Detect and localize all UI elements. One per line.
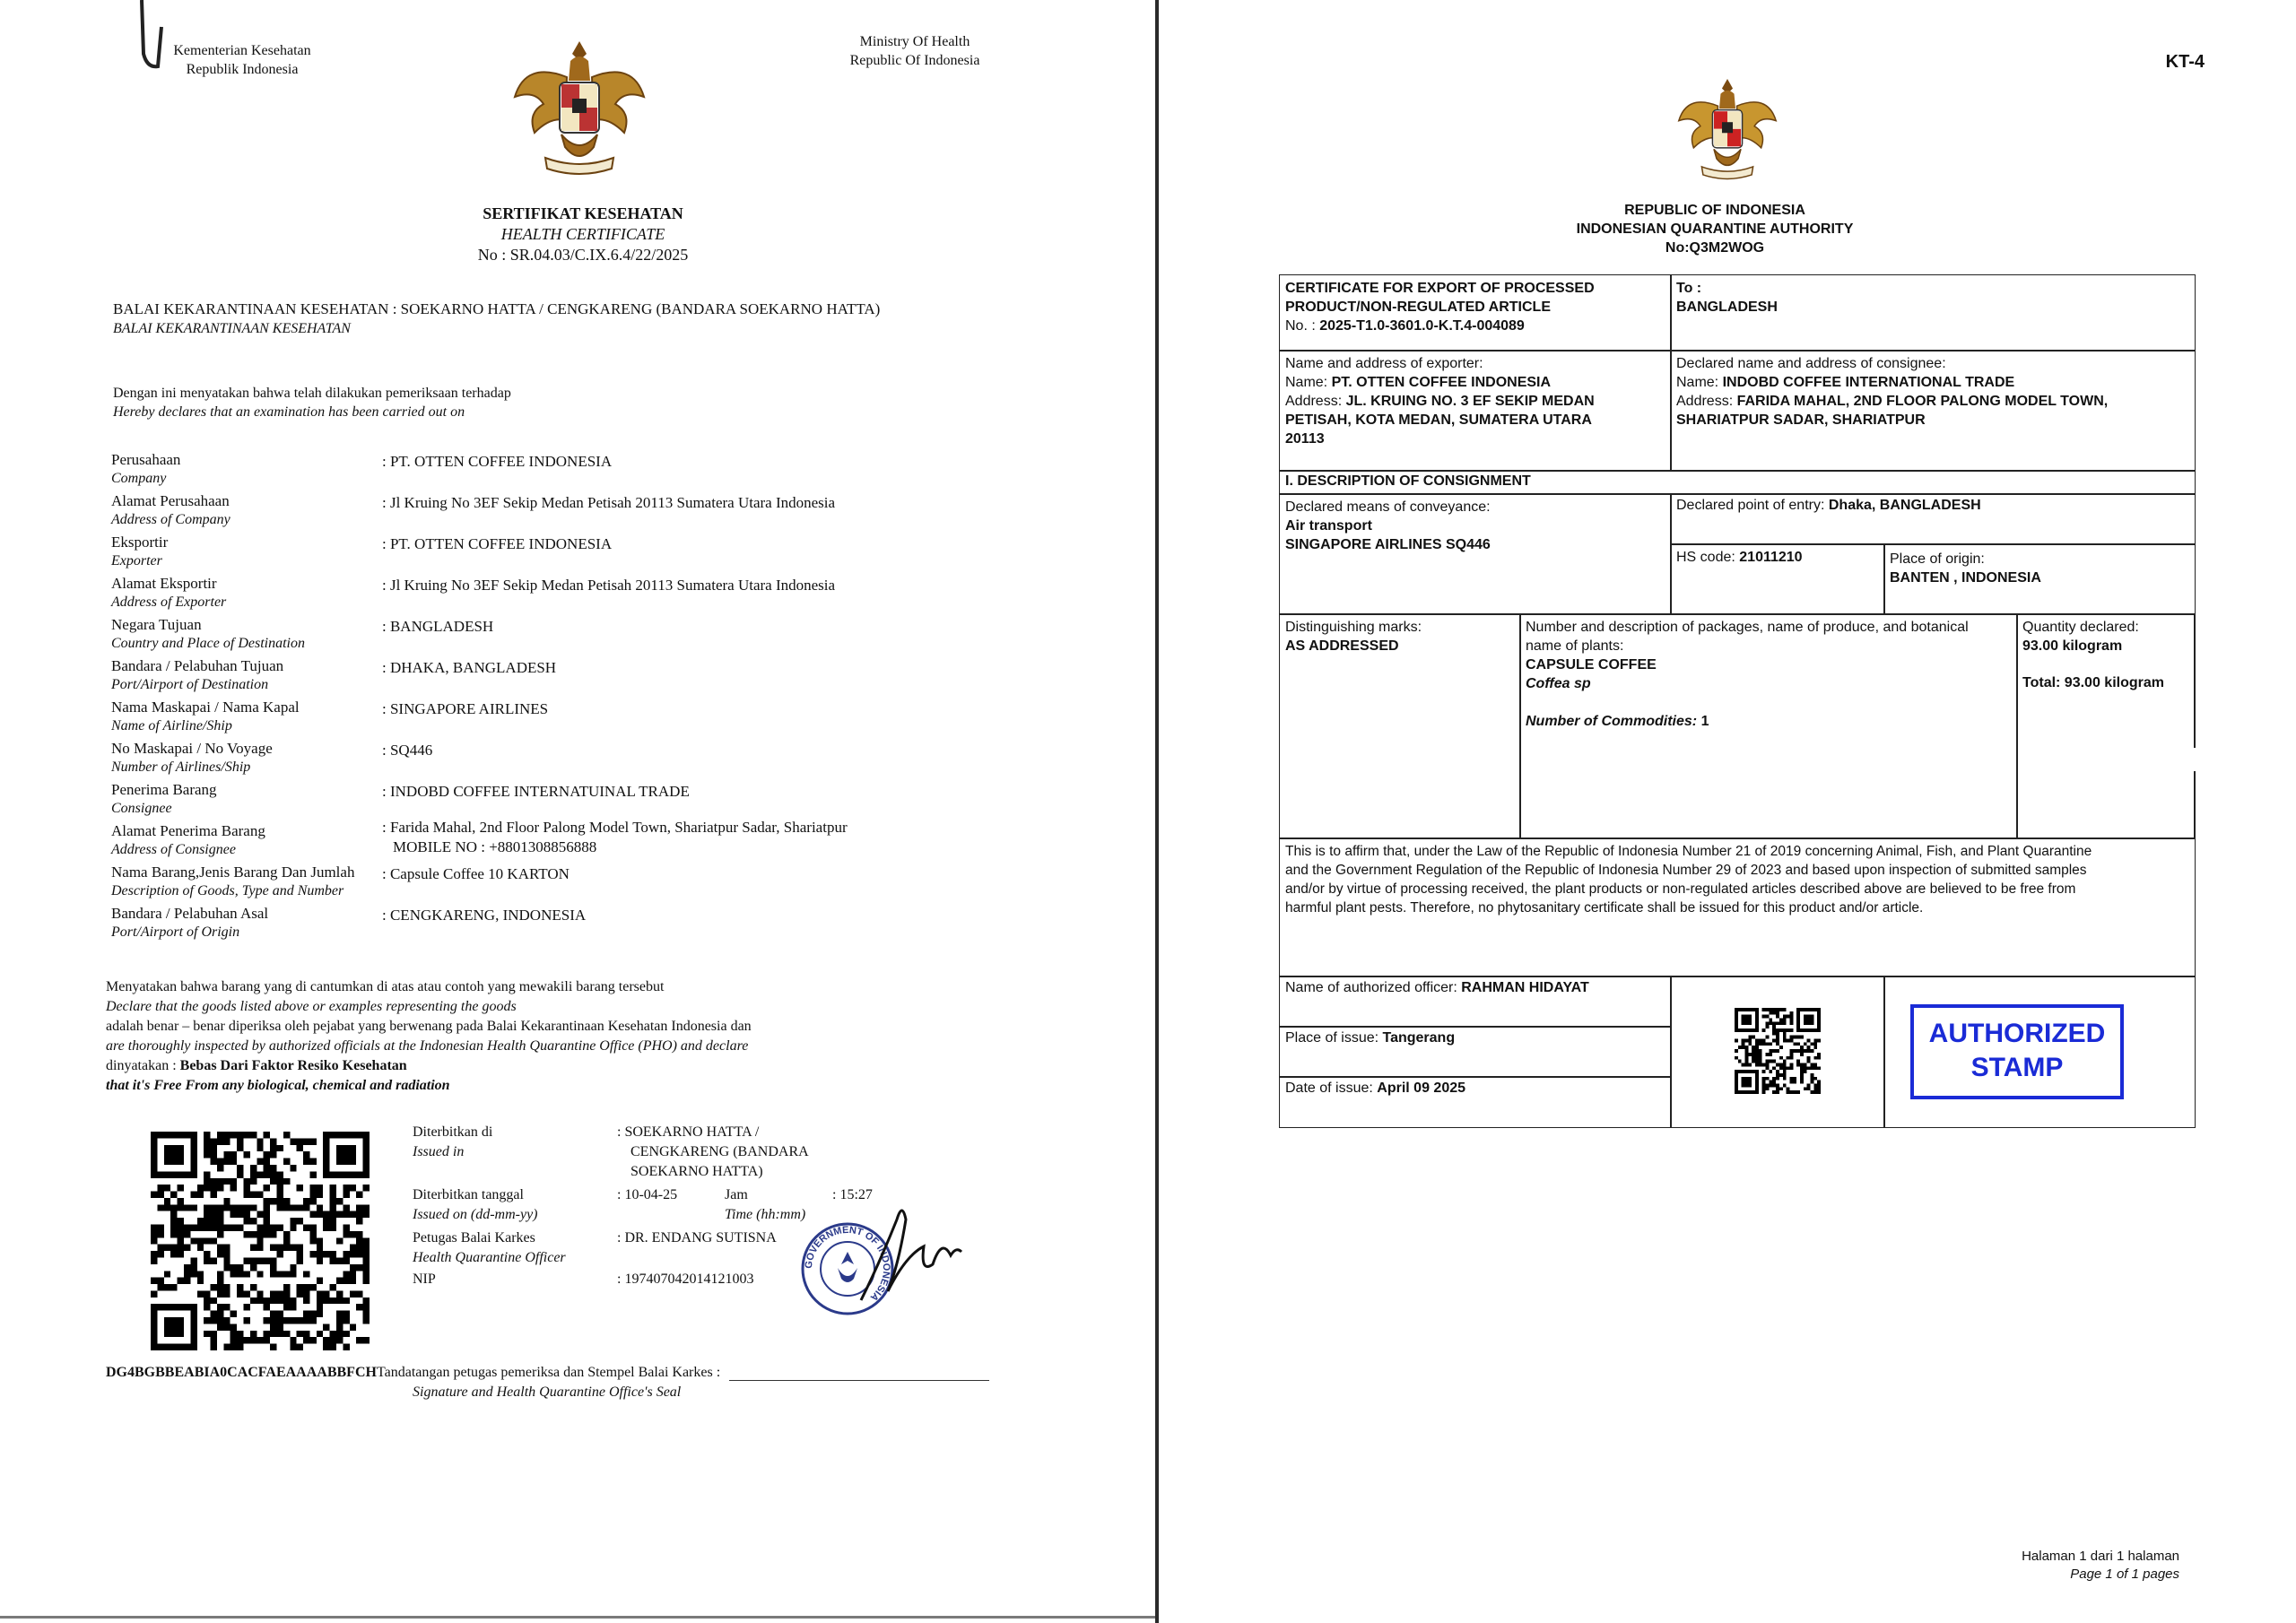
ministry-en: Ministry Of Health Republic Of Indonesia <box>849 34 980 68</box>
field-label-en: Description of Goods, Type and Number <box>111 883 344 898</box>
entry-cell: Declared point of entry: Dhaka, BANGLADESH <box>1670 493 2196 545</box>
field-label: Nama Barang,Jenis Barang Dan Jumlah <box>111 864 355 881</box>
field-value: : SINGAPORE AIRLINES <box>382 700 549 717</box>
field-label-en: Exporter <box>111 553 162 568</box>
field-row <box>111 451 1098 492</box>
field-row <box>111 575 1098 616</box>
statement-block: Menyatakan bahwa barang yang di cantumkan di atas atau contoh yang mewakili barang tersebut Declare that the goods listed above or examples representing the goods adalah benar – benar diperiksa oleh pejabat yang berwenang pada Balai Kekarantinaan Kesehatan Indonesia dan are thoroughly inspected by authorized officials at the Indonesian Health Quarantine Office (PHO) and declare dinyatakan : Bebas Dari Faktor Resiko Kesehatan that it's Free From any biological, chemical and radiation <box>106 979 752 1093</box>
to-cell: To : BANGLADESH <box>1670 274 2196 352</box>
field-row <box>111 905 1098 946</box>
field-label-en: Consignee <box>111 801 172 816</box>
field-label: Alamat Perusahaan <box>111 492 230 509</box>
quantity-cell-border-lower <box>2194 771 2196 839</box>
field-value: : Jl Kruing No 3EF Sekip Medan Petisah 20113 Sumatera Utara Indonesia <box>382 577 836 594</box>
exporter-cell: Name and address of exporter: Name: PT. OTTEN COFFEE INDONESIA Address: JL. KRUING NO. 3 EF SEKIP MEDAN PETISAH, KOTA MEDAN, SUMATERA UTARA 20113 <box>1279 350 1672 472</box>
field-row <box>111 657 1098 699</box>
qr-code-icon <box>151 1132 370 1350</box>
field-row <box>111 699 1098 740</box>
field-row <box>111 864 1098 905</box>
authority-header: REPUBLIC OF INDONESIA INDONESIAN QUARANTINE AUTHORITY No:Q3M2WOG <box>1576 203 1854 256</box>
field-row <box>111 819 1098 864</box>
signature-line-en: Signature and Health Quarantine Office's Seal <box>413 1384 682 1400</box>
document-code: DG4BGBBEABIA0CACFAEAAAABBFCHTandatangan petugas pemeriksa dan Stempel Balai Karkes : <box>106 1365 989 1381</box>
field-value: : Jl Kruing No 3EF Sekip Medan Petisah 20113 Sumatera Utara Indonesia <box>382 494 836 511</box>
field-label: Perusahaan <box>111 451 181 468</box>
place-cell: Place of issue: Tangerang <box>1279 1026 1672 1078</box>
authorized-stamp: AUTHORIZED STAMP <box>1910 1004 2124 1099</box>
field-row <box>111 740 1098 781</box>
field-label-en: Address of Exporter <box>111 595 227 610</box>
field-value: : INDOBD COFFEE INTERNATUINAL TRADE <box>382 783 690 800</box>
left-bottom-border <box>0 1616 1155 1619</box>
field-value-extra: MOBILE NO : +8801308856888 <box>393 838 597 855</box>
field-label: Bandara / Pelabuhan Tujuan <box>111 657 284 674</box>
officer-cell: Name of authorized officer: RAHMAN HIDAYAT <box>1279 976 1672 1028</box>
form-code: KT-4 <box>2165 52 2205 72</box>
field-value: : Farida Mahal, 2nd Floor Palong Model Town, Shariatpur Sadar, Shariatpur <box>382 819 848 836</box>
field-row <box>111 534 1098 575</box>
field-label: Eksportir <box>111 534 169 551</box>
marks-cell: Distinguishing marks: AS ADDRESSED <box>1279 613 1521 839</box>
office-line: BALAI KEKARANTINAAN KESEHATAN : SOEKARNO HATTA / CENGKARENG (BANDARA SOEKARNO HATTA) <box>113 300 881 317</box>
field-row <box>111 616 1098 657</box>
field-label-en: Port/Airport of Destination <box>111 677 269 692</box>
field-label: Alamat Penerima Barang <box>111 822 265 839</box>
quantity-cell-border <box>2194 613 2196 748</box>
field-label: Alamat Eksportir <box>111 575 217 592</box>
staple-mark <box>135 0 170 72</box>
declaration-en: Hereby declares that an examination has been carried out on <box>113 404 465 420</box>
field-label-en: Number of Airlines/Ship <box>111 759 251 775</box>
office-line-en: BALAI KEKARANTINAAN KESEHATAN <box>113 321 351 336</box>
field-label: Nama Maskapai / Nama Kapal <box>111 699 300 716</box>
field-label-en: Address of Consignee <box>111 842 236 857</box>
certificate-title-block <box>395 204 771 265</box>
page-indicator: Halaman 1 dari 1 halaman Page 1 of 1 pages <box>2022 1549 2179 1582</box>
packages-cell: Number and description of packages, name of produce, and botanical name of plants: CAPSULE COFFEE Coffea sp Number of Commodities: 1 <box>1519 613 2018 839</box>
date-cell: Date of issue: April 09 2025 <box>1279 1076 1672 1128</box>
field-label: Negara Tujuan <box>111 616 202 633</box>
consignee-cell: Declared name and address of consignee: Name: INDOBD COFFEE INTERNATIONAL TRADE Address: FARIDA MAHAL, 2ND FLOOR PALONG MODEL TOWN, SHARIATPUR SADAR, SHARIATPUR <box>1670 350 2196 472</box>
declaration: Dengan ini menyatakan bahwa telah dilakukan pemeriksaan terhadap <box>113 386 511 401</box>
field-label-en: Company <box>111 471 167 486</box>
field-label-en: Country and Place of Destination <box>111 636 305 651</box>
field-value: : DHAKA, BANGLADESH <box>382 659 557 676</box>
field-value: : CENGKARENG, INDONESIA <box>382 907 587 924</box>
field-value: : PT. OTTEN COFFEE INDONESIA <box>382 535 613 552</box>
hs-code-cell: HS code: 21011210 <box>1670 543 1885 615</box>
field-value: : SQ446 <box>382 742 433 759</box>
health-certificate-page: Kementerian Kesehatan Republik Indonesia Ministry Of Health Republic Of Indonesia SERTIFIKAT KESEHATAN HEALTH CERTIFICATE No : SR.04.03/C.IX.6.4/22/2025 BALAI KEKARANTINAAN KESEHATAN : SOEKARNO HATTA / CENGKARENG (BANDARA SOEKARNO HATTA) BALAI KEKARANTINAAN KESEHATAN Dengan ini menyatakan bahwa telah dilakukan pemeriksaan terhadap Hereby declares that an examination has been carried out on Perusahaan Company : PT. OTTEN COFFEE INDONESIA Alamat Perusahaan Address of Company : Jl Kruing No 3EF Sekip Medan Petisah 20113 Sumatera Utara Indonesia Eksportir Exporter : PT. OTTEN COFFEE INDONESIA Alamat Eksportir Address of Exporter : Jl Kruing No 3EF Sekip Medan Petisah 20113 Sumatera Utara Indonesia Negara Tujuan Country and Place of Destination : BANGLADESH Bandara / Pelabuhan Tujuan Port/Airport of Destination : DHAKA, BANGLADESH Nama Maskapai / Nama Kapal Name of Airline/Ship : SINGAPORE AIRLINES No Maskapai / No Voyage Number of Airlines/Ship : SQ446 Penerima Barang Consignee : INDOBD COFFEE INTERNATUINAL TRADE Alamat Penerima Barang Address of Consignee : Farida Mahal, 2nd Floor Palong Model Town, Shariatpur Sadar, Shariatpur MOBILE NO : +8801308856888 Nama Barang,Jenis Barang Dan Jumlah Description of Goods, Type and Number : Capsule Coffee 10 KARTON Bandara / Pelabuhan Asal Port/Airport of Origin : CENGKARENG, INDONESIA Menyatakan bahwa barang yang di cantumkan di atas atau contoh yang mewakili barang tersebut Declare that the goods listed above or examples representing the goods adalah benar – benar diperiksa oleh pejabat yang berwenang pada Balai Kekarantinaan Kesehatan Indonesia dan are thoroughly inspected by authorized officials at the Indonesian Health Quarantine Office (PHO) and declare dinyatakan : Bebas Dari Faktor Resiko Kesehatan that it's Free From any biological, chemical and radiation Diterbitkan di Issued in : SOEKARNO HATTA / CENGKARENG (BANDARA SOEKARNO HATTA) Diterbitkan tanggal Issued on (dd-mm-yy) : 10-04-25 Jam Time (hh:mm) : 15:27 Petugas Balai Karkes Health Quarantine Officer : DR. ENDANG SUTISNA NIP : 197407042014121003 GOVERNMENT OF INDONESIA DG4BGBBEABIA0CACFAEAAAABBFCHTandatangan petugas pemeriksa dan Stempel Balai Karkes : Signature and Health Quarantine Office's Seal <box>0 0 1155 1623</box>
field-label-en: Address of Company <box>111 512 230 527</box>
section-header: I. DESCRIPTION OF CONSIGNMENT <box>1279 470 2196 495</box>
field-label-en: Port/Airport of Origin <box>111 924 240 940</box>
cert-title-cell: CERTIFICATE FOR EXPORT OF PROCESSED PRODUCT/NON-REGULATED ARTICLE No. : 2025-T1.0-3601.0-K.T.4-004089 <box>1279 274 1672 352</box>
certificate-number: No : SR.04.03/C.IX.6.4/22/2025 <box>477 246 689 264</box>
origin-cell: Place of origin: BANTEN , INDONESIA <box>1883 543 2196 615</box>
ministry-id: Kementerian Kesehatan Republik Indonesia <box>173 43 311 77</box>
qr-code-icon <box>1735 1008 1821 1094</box>
field-label: No Maskapai / No Voyage <box>111 740 273 757</box>
field-value: : PT. OTTEN COFFEE INDONESIA <box>382 453 613 470</box>
garuda-emblem-icon <box>1670 74 1785 188</box>
export-certificate-page <box>1159 0 2296 1623</box>
field-row <box>111 492 1098 534</box>
conveyance-cell: Declared means of conveyance: Air transport SINGAPORE AIRLINES SQ446 <box>1279 493 1672 615</box>
affirmation-cell: This is to affirm that, under the Law of the Republic of Indonesia Number 21 of 2019 concerning Animal, Fish, and Plant Quarantine and the Government Regulation of the Republic of Indonesia Number 29 of 2023 and based upon inspection of submitted samples and/or by virtue of processing received, the plant products or non-regulated articles described above are believed to be free from harmful plant pests. Therefore, no phytosanitary certificate shall be issued for this product and/or article. <box>1279 838 2196 977</box>
quantity-cell: Quantity declared: 93.00 kilogram Total: 93.00 kilogram <box>2016 613 2196 839</box>
field-label-en: Name of Airline/Ship <box>111 718 232 733</box>
field-label: Bandara / Pelabuhan Asal <box>111 905 269 922</box>
field-value: : Capsule Coffee 10 KARTON <box>382 865 570 882</box>
certificate-title-en: HEALTH CERTIFICATE <box>500 225 665 243</box>
certificate-title: SERTIFIKAT KESEHATAN <box>483 204 683 222</box>
signature-icon <box>843 1184 978 1318</box>
field-value: : BANGLADESH <box>382 618 494 635</box>
garuda-emblem-icon <box>508 34 651 187</box>
field-row <box>111 781 1098 822</box>
svg-text:GOVERNMENT OF INDONESIA: GOVERNMENT OF INDONESIA <box>803 1224 892 1304</box>
field-label: Penerima Barang <box>111 781 217 798</box>
